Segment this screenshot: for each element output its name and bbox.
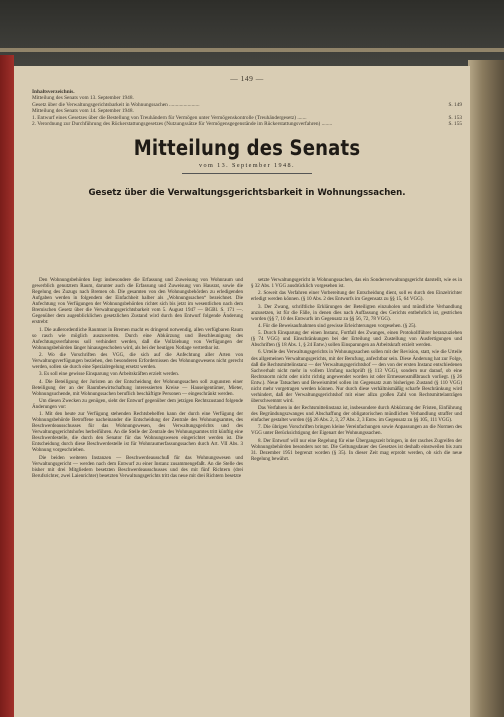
page-number: — 149 — (230, 74, 264, 83)
paragraph: 3. Der Zwang, schriftliche Erklärungen der Beteiligten einzuholen und mündliche Verhandlung anzusetzen, ist für die Fälle, in denen dies nach Auffassung des Gerichts entbehrlich ist, gestrichen worden (§§ 7, 10 des Entwurfs im Gegensatz zu §§ 56, 72, 78 VGG). (251, 303, 462, 322)
page-content (32, 74, 462, 714)
paragraph: 7. Die übrigen Vorschriften bringen kleine Vereinfachungen sowie Anpassungen an die Normen des VGG unter Berücksichtigung der Eigenart der Wohnungssachen. (251, 424, 462, 437)
law-title: Gesetz über die Verwaltungsgerichtsbarkeit in Wohnungssachen. (88, 188, 406, 199)
scanner-background (0, 0, 504, 70)
scanner-edge (0, 48, 504, 52)
right-column (251, 277, 462, 480)
document-date: vom 13. September 1948. (199, 162, 295, 170)
paragraph: 2. Soweit das Verfahren einer Vorbereitung der Entscheidung dient, soll es durch den Einzelrichter erledigt werden können. (§ 10 Abs. 2 des Entwurfs im Gegensatz zu §§ 15, 64 VGG). (251, 290, 462, 303)
toc-page: S. 153 (448, 114, 462, 121)
toc-entry: Gesetz über die Verwaltungsgerichtsbarkeit in Wohnungssachen ....................... (32, 101, 200, 108)
paragraph: 4. Die Beteiligung der Juristen an der Entscheidung der Wohnungssachen soll zugunsten einer Beteiligung der an der Raumbewirtschaftung interessierten Kreise — Hauseigentümer, Mieter, Wohnungsuchende, mit Wohnungssachen beruflich beschäftigte Personen — eingeschränkt werden. (32, 378, 243, 397)
paragraph: 5. Durch Einsparung der einen Instanz, Fortfall des Zwanges, einen Protokollführer heranzuziehen (§ 74 VGG) und Einschränkungen bei der Erteilung und Zustellung von Ausfertigungen und Abschriften (§ 18 Abs. 1, § 24 Entw.) sollen Einsparungen an Arbeitskraft erzielt werden. (251, 330, 462, 349)
paragraph: 1. Mit den heute zur Verfügung stehenden Rechtsbehelfen kann der durch eine Verfügung der Wohnungsbehörde Betroffene nacheinander die Entscheidung der Zentrale des Wohnungsamtes, des Beschwerdeausschusses für das Wohnungswesen, des Verwaltungsgerichts und des Verwaltungsgerichtshofes herbeiführen. An die Stelle der Zentrale des Wohnungsamtes tritt künftig eine Beschwerdestelle, die durch den Senator für das Wohnungswesen eingerichtet werden ist. Die Entscheidung durch diese Beschwerdestelle ist für Wohnraumerfassungssachen durch Art. VII Abs. 3 Wohnung vorgeschrieben. (32, 411, 243, 454)
title-divider (182, 173, 312, 174)
toc-entry: 1. Entwurf eines Gesetzes über die Bestellung von Treuhändern für Vermögen unter Vermögenskontrolle (Treuhändergesetz) ....... (32, 114, 307, 121)
paragraph: 1. Die außerordentliche Raumnot in Bremen macht es dringend notwendig, allen verfügbaren Raum so rasch wie möglich auszuwerten. Durch eine Abkürzung und Beschleunigung des Anfechtungsverfahrens soll verhindert werden, daß die Vollziehung von Verfügungen der Wohnungsbehörden länger hinausgeschoben wird, als bei der heutigen Notlage vertretbar ist. (32, 326, 243, 351)
page-stack-edge (468, 60, 504, 717)
paragraph: Das Verfahren in der Rechtsmittelinstanz ist, insbesondere durch Abkürzung der Fristen, Einführung des Begründungszwanges und Abschaffung der obligatorischen mündlichen Verhandlung straffer und einfacher gestaltet worden (§§ 26 Abs. 2, 3, 27 Abs. 2, 3 Entw. im Gegensatz zu §§ 105, 111 VGG). (251, 405, 462, 424)
toc-page: S. 149 (448, 101, 462, 108)
paragraph: setzte Verwaltungsgericht in Wohnungssachen, das ein Sonderverwaltungsgericht darstellt, wie es in § 32 Abs. 1 VGG ausdrücklich vorgesehen ist. (251, 277, 462, 290)
toc-entry: Mitteilung des Senats vom 14. September 1948. (32, 108, 134, 115)
paragraph: Den Wohnungsbehörden liegt insbesondere die Erfassung und Zuweisung von Wohnraum und gewerblich genutztem Raum, darunter auch die Erfassung und Zuweisung von Hausrat, sowie die Regelung des Zuzugs nach Bremen ob. Die gesamten von den Wohnungsbehörden zu erledigenden Aufgaben werden in folgendem der Einfachheit halber als „Wohnungssachen“ bezeichnet. Die Anfechtung von Verfügungen der Wohnungsbehörden richtet sich bis jetzt im wesentlichen nach dem Bremischen Gesetz über die Verwaltungsgerichtsbarkeit vom 5. August 1947 — BGBl. S. 171 —. Gegenüber dem augenblicklichen gesetzlichen Zustand wird durch den Entwurf folgende Änderung erstrebt: (32, 277, 243, 326)
table-of-contents (32, 89, 462, 127)
paragraph: Um diesen Zwecken zu genügen, sieht der Entwurf gegenüber dem jetzigen Rechtszustand folgende Änderungen vor: (32, 397, 243, 410)
toc-heading: Inhaltsverzeichnis. (32, 89, 75, 95)
paragraph: 8. Der Entwurf will nur eine Regelung für eine Übergangszeit bringen, in der rasches Zugreifen der Wohnungsbehörden besonders not tut. Die Geltungsdauer des Gesetzes ist deshalb einstweilen bis zum 31. Dezember 1951 begrenzt worden (§ 35). In dieser Zeit mag erprobt werden, ob sich die neue Regelung bewährt. (251, 437, 462, 462)
paragraph: 3. Es soll eine gewisse Einsparung von Arbeitskräften erzielt werden. (39, 371, 180, 378)
toc-entry: 2. Verordnung zur Durchführung des Rückerstattungsgesetzes (Nutzungssätze für Vermögensgegenstände im Rückerstattungsverfahren) ........ (32, 121, 333, 128)
book-cover-edge (0, 55, 14, 717)
body-columns (32, 277, 462, 480)
toc-page: S. 155 (448, 121, 462, 128)
paragraph: 2. Wo die Vorschriften des VGG, die sich auf die Anfechtung aller Arten von Verwaltungsverfügungen beziehen, den besonderen Erfordernissen des Wohnungswesens nicht gerecht werden, sollen sie durch eine Spezialregelung ersetzt werden. (32, 351, 243, 371)
paragraph: Die beiden weiteren Instanzen — Beschwerdeausschuß für das Wohnungswesen und Verwaltungsgericht — werden nach dem Entwurf zu einer Instanz zusammengefaßt. An die Stelle des bisher mit drei Mitgliedern besetzten Beschwerdeausschusses und des mit fünf Richtern (drei Berufsrichter, zwei Laienrichter) besetzten Verwaltungsgerichts tritt das neue mit drei Richtern besetzte (32, 454, 243, 479)
paragraph: 6. Urteile des Verwaltungsgerichts in Wohnungssachen sollen mit der Revision, statt, wie die Urteile des allgemeinen Verwaltungsgerichts, mit der Berufung, anfechtbar sein. Diese Änderung hat zur Folge, daß die Rechtsmittelinstanz — der Verwaltungsgerichtshof — den von der ersten Instanz entschiedenen Sachverhalt nicht mehr in vollem Umfang nachprüft (§ 113 VGG), sondern nur darauf, ob eine Rechtsnorm nicht oder nicht richtig angewendet worden ist oder Ermessensmißbrauch vorliegt. (§ 26 Entw.). Neue Tatsachen und Beweismittel sollen im Gegensatz zum bisherigen Zustand (§ 110 VGG) nicht mehr vorgetragen werden können. Nur durch diese verhältnismäßig scharfe Beschränkung wird verhindert, daß der Verwaltungsgerichtshof mit einer allzu großen Zahl von Rechtsmittelanträgen überschwemmt wird. (251, 349, 462, 404)
document-title: Mitteilung des Senats (133, 136, 361, 161)
toc-entry: Mitteilung des Senats vom 13. September 1948. (32, 95, 134, 102)
paragraph: 4. Für die Beweisaufnahmen sind gewisse Erleichterungen vorgesehen. (§ 25). (258, 322, 417, 329)
left-column (32, 277, 243, 480)
document-page (14, 66, 470, 717)
toc-row (32, 121, 462, 127)
